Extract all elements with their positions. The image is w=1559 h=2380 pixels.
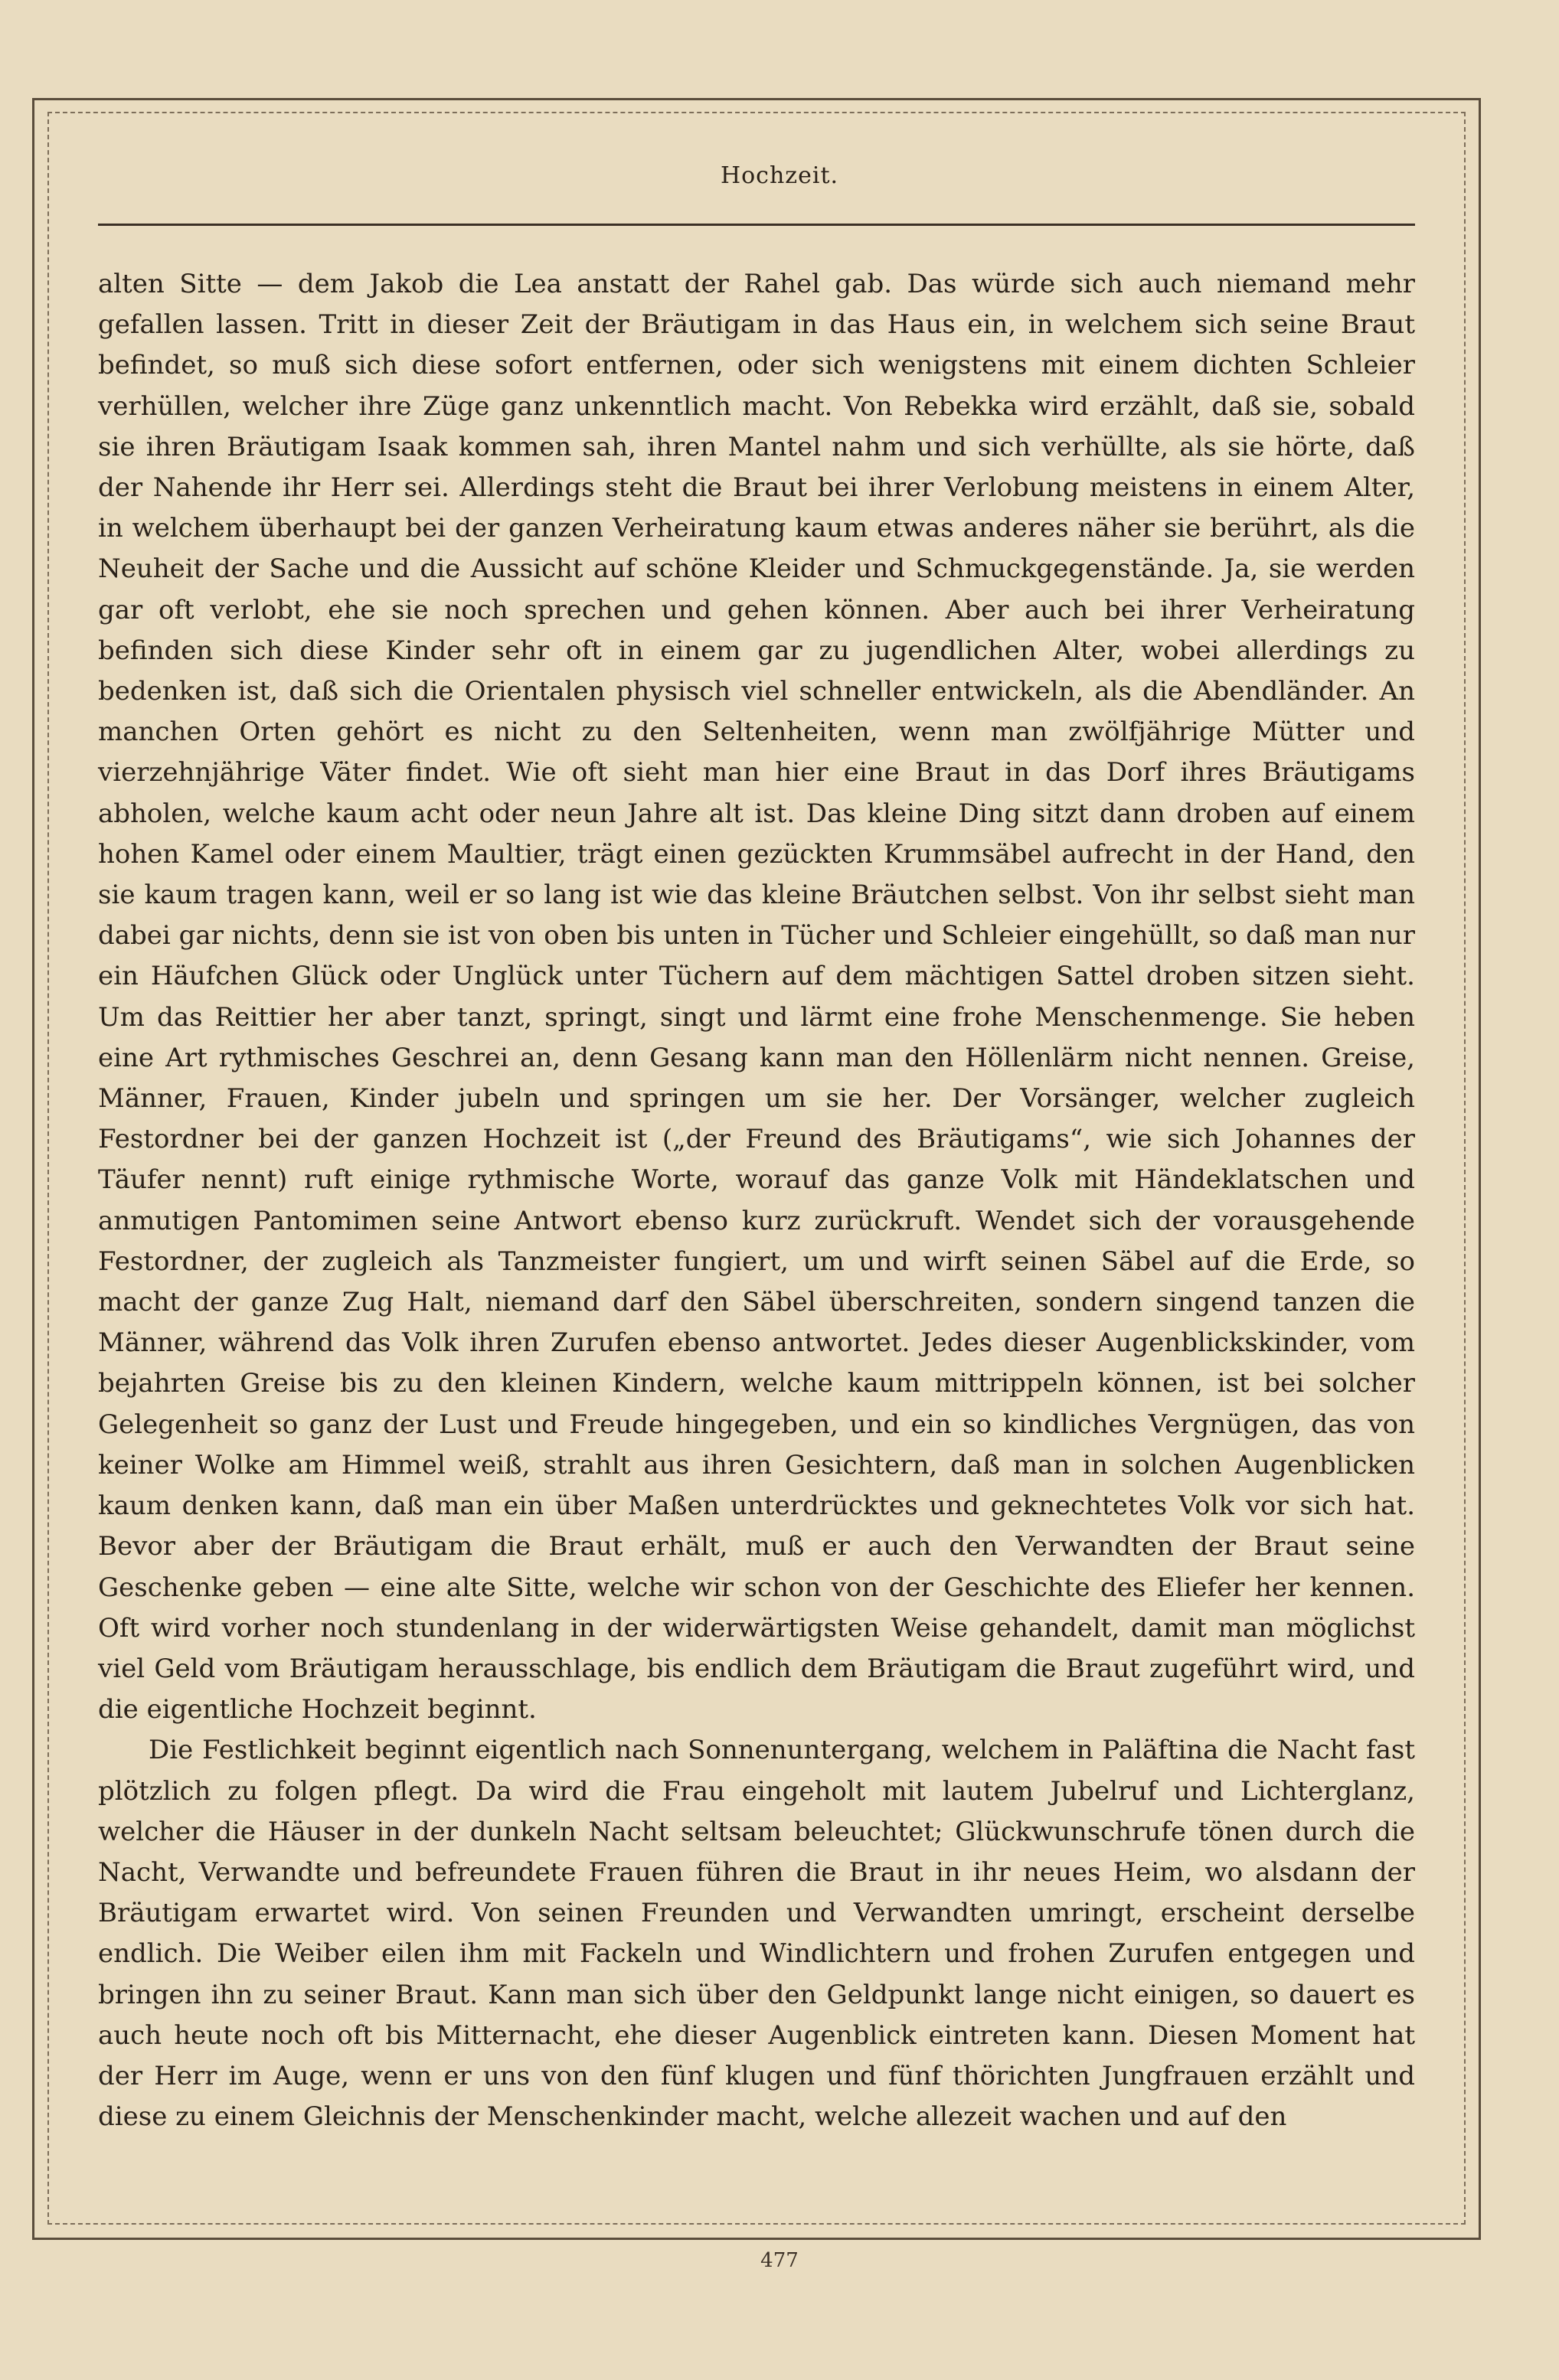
paragraph-2: Die Festlichkeit beginnt eigentlich nach Sonnenuntergang, welchem in Paläftina die Nacht fast plötzlich zu folgen pflegt. Da wird die Frau eingeholt mit lautem Jubelruf und Lichterglanz, welcher die Häuser in der dunkeln Nacht seltsam beleuchtet; Glückwunschrufe tönen durch die Nacht, Verwandte und befreundete Frauen führen die Braut in ihr neues Heim, wo alsdann der Bräutigam erwartet wird. Von seinen Freunden und Verwandten umringt, erscheint derselbe endlich. Die Weiber eilen ihm mit Fackeln und Windlichtern und frohen Zurufen entgegen und bringen ihn zu seiner Braut. Kann man sich über den Geldpunkt lange nicht einigen, so dauert es auch heute noch oft bis Mitternacht, ehe dieser Augenblick eintreten kann. Diesen Moment hat der Herr im Auge, wenn er uns von den fünf klugen und fünf thörichten Jungfrauen erzählt und diese zu einem Gleichnis der Menschenkinder macht, welche allezeit wachen und auf den — [98, 1735, 1415, 2133]
body-text — [98, 264, 1415, 2137]
page-number: 477 — [760, 2249, 799, 2272]
paragraph-1: alten Sitte — dem Jakob die Lea anstatt der Rahel gab. Das würde sich auch niemand mehr gefallen lassen. Tritt in dieser Zeit der Bräutigam in das Haus ein, in welchem sich seine Braut befindet, so muß sich diese sofort entfernen, oder sich wenigstens mit einem dichten Schleier verhüllen, welcher ihre Züge ganz unkenntlich macht. Von Rebekka wird erzählt, daß sie, sobald sie ihren Bräutigam Isaak kommen sah, ihren Mantel nahm und sich verhüllte, als sie hörte, daß der Nahende ihr Herr sei. Allerdings steht die Braut bei ihrer Verlobung meistens in einem Alter, in welchem überhaupt bei der ganzen Verheiratung kaum etwas anderes näher sie berührt, als die Neuheit der Sache und die Aussicht auf schöne Kleider und Schmuckgegenstände. Ja, sie werden gar oft verlobt, ehe sie noch sprechen und gehen können. Aber auch bei ihrer Verheiratung befinden sich diese Kinder sehr oft in einem gar zu jugendlichen Alter, wobei allerdings zu bedenken ist, daß sich die Orientalen physisch viel schneller entwickeln, als die Abendländer. An manchen Orten gehört es nicht zu den Seltenheiten, wenn man zwölfjährige Mütter und vierzehnjährige Väter findet. Wie oft sieht man hier eine Braut in das Dorf ihres Bräutigams abholen, welche kaum acht oder neun Jahre alt ist. Das kleine Ding sitzt dann droben auf einem hohen Kamel oder einem Maultier, trägt einen gezückten Krummsäbel aufrecht in der Hand, den sie kaum tragen kann, weil er so lang ist wie das kleine Bräutchen selbst. Von ihr selbst sieht man dabei gar nichts, denn sie ist von oben bis unten in Tücher und Schleier eingehüllt, so daß man nur ein Häufchen Glück oder Unglück unter Tüchern auf dem mächtigen Sattel droben sitzen sieht. Um das Reittier her aber tanzt, springt, singt und lärmt eine frohe Menschenmenge. Sie heben eine Art rythmisches Geschrei an, denn Gesang kann man den Höllenlärm nicht nennen. Greise, Männer, Frauen, Kinder jubeln und springen um sie her. Der Vorsänger, welcher zugleich Festordner bei der ganzen Hochzeit ist („der Freund des Bräutigams“, wie sich Johannes der Täufer nennt) ruft einige rythmische Worte, worauf das ganze Volk mit Händeklatschen und anmutigen Pantomimen seine Antwort ebenso kurz zurückruft. Wendet sich der vorausgehende Festordner, der zugleich als Tanzmeister fungiert, um und wirft seinen Säbel auf die Erde, so macht der ganze Zug Halt, niemand darf den Säbel überschreiten, sondern singend tanzen die Männer, während das Volk ihren Zurufen ebenso antwortet. Jedes dieser Augenblickskinder, vom bejahrten Greise bis zu den kleinen Kindern, welche kaum mittrippeln können, ist bei solcher Gelegenheit so ganz der Lust und Freude hingegeben, und ein so kindliches Vergnügen, das von keiner Wolke am Himmel weiß, strahlt aus ihren Gesichtern, daß man in solchen Augenblicken kaum denken kann, daß man ein über Maßen unterdrücktes und geknechtetes Volk vor sich hat. Bevor aber der Bräutigam die Braut erhält, muß er auch den Verwandten der Braut seine Geschenke geben — eine alte Sitte, welche wir schon von der Geschichte des Eliefer her kennen. Oft wird vorher noch stundenlang in der widerwärtigsten Weise gehandelt, damit man möglichst viel Geld vom Bräutigam herausschlage, bis endlich dem Bräutigam die Braut zugeführt wird, und die eigentliche Hochzeit beginnt. — [98, 269, 1415, 1725]
running-header: Hochzeit. — [720, 162, 839, 189]
header-rule — [98, 224, 1415, 226]
